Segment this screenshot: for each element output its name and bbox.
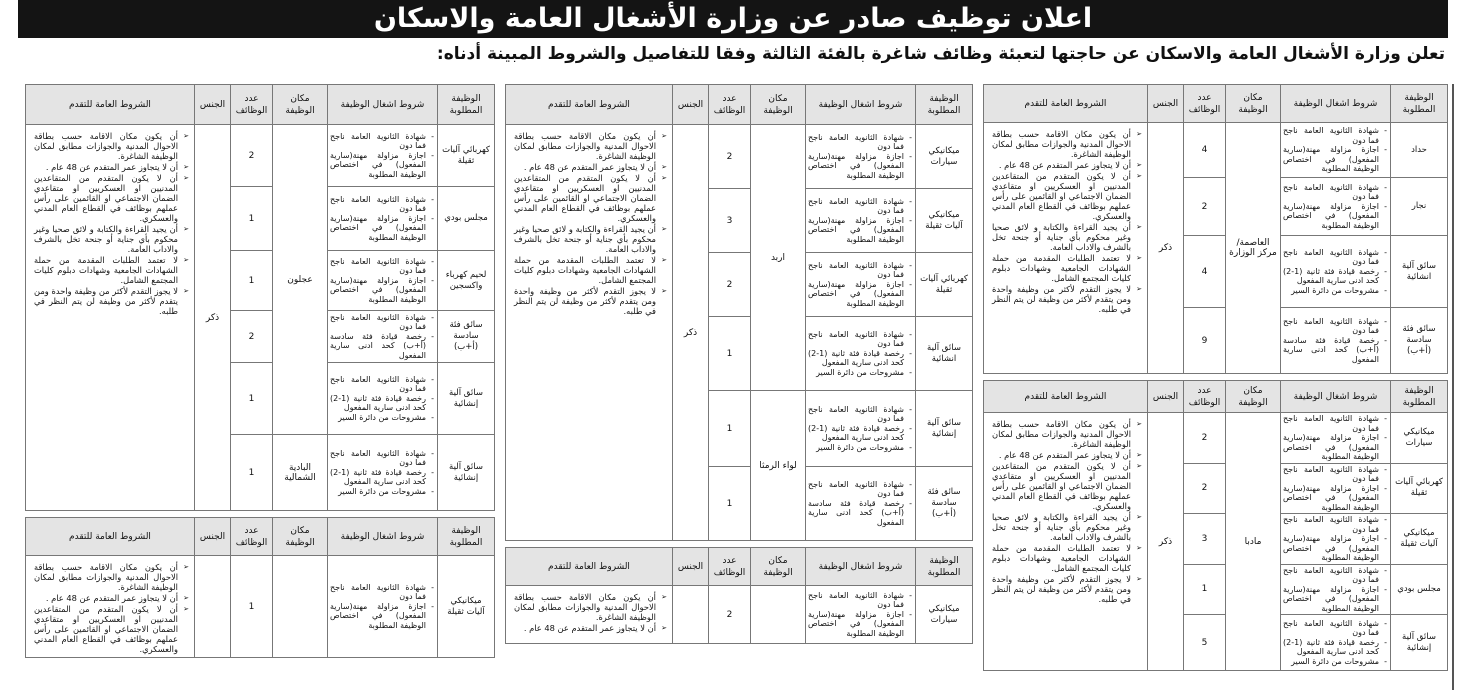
- condition-item: - اجازة مزاولة مهنة(سارية المفعول) في اختصاص الوظيفة المطلوبة: [330, 214, 426, 243]
- condition-item: - اجازة مزاولة مهنة(سارية المفعول) في اختصاص الوظيفة المطلوبة: [330, 602, 426, 631]
- condition-item: - مشروحات من دائرة السير: [330, 487, 426, 497]
- general-condition-item: ➢ لا يجوز التقدم لأكثر من وظيفة واحدة ومن يتقدم لأكثر من وظيفة لن يتم النظر في طلبه.: [992, 284, 1141, 314]
- condition-item: - اجازة مزاولة مهنة(سارية المفعول) في اختصاص الوظيفة المطلوبة: [1283, 145, 1379, 174]
- condition-item: - شهادة الثانوية العامة ناجح فما دون: [330, 195, 426, 214]
- job-conditions: [806, 317, 916, 391]
- job-title: كهربائي آليات ثقيلة: [1391, 463, 1448, 514]
- table-row: [984, 123, 1448, 178]
- header-place: مكان الوظيفة: [751, 548, 806, 586]
- vacancy-count: 1: [709, 391, 751, 467]
- condition-item: - شهادة الثانوية العامة ناجح فما دون: [330, 313, 426, 332]
- job-title: ميكانيكي آليات ثقيلة: [1391, 514, 1448, 565]
- general-condition-item: ➢ أن يجيد القراءة والكتابة و لائق صحيا وغير محكوم بأي جناية أو جنحة تخل بالشرف والاداب العامة.: [34, 224, 188, 254]
- table-row: [26, 556, 495, 658]
- condition-item: - اجازة مزاولة مهنة(سارية المفعول) في اختصاص الوظيفة المطلوبة: [808, 610, 904, 639]
- condition-item: - مشروحات من دائرة السير: [1283, 657, 1379, 667]
- condition-item: - شهادة الثانوية العامة ناجح فما دون: [330, 375, 426, 394]
- general-condition-item: ➢ لا يجوز التقدم لأكثر من وظيفة واحدة ومن يتقدم لأكثر من وظيفة لن يتم النظر في طلبه.: [34, 286, 188, 316]
- header-place: مكان الوظيفة: [273, 85, 328, 125]
- job-conditions: [806, 189, 916, 253]
- job-title: سائق آلية إنشائية: [438, 363, 495, 435]
- job-title: سائق آلية إنشائية: [916, 391, 973, 467]
- gender: ذكر: [1148, 123, 1184, 374]
- vacancy-count: 1: [709, 317, 751, 391]
- header-place: مكان الوظيفة: [751, 85, 806, 125]
- condition-item: - شهادة الثانوية العامة ناجح فما دون: [1283, 619, 1379, 638]
- general-condition-item: ➢ أن لا يكون المتقدم من المتقاعدين المدنيين او العسكريين او متقاعدي الضمان الاجتماعي او القائمين على رأس عملهم بوظائف في القطاع العام المدني والعسكري.: [34, 173, 188, 223]
- general-condition-item: ➢ أن يجيد القراءة والكتابة و لائق صحيا وغير محكوم بأي جناية أو جنحة تخل بالشرف والاداب العامة.: [992, 512, 1141, 542]
- general-condition-item: ➢ لا يجوز التقدم لأكثر من وظيفة واحدة ومن يتقدم لأكثر من وظيفة لن يتم النظر في طلبه.: [992, 574, 1141, 604]
- vacancy-count: 2: [1184, 178, 1226, 236]
- vacancy-count: 1: [231, 556, 273, 658]
- condition-item: - شهادة الثانوية العامة ناجح فما دون: [1283, 414, 1379, 433]
- condition-item: - شهادة الثانوية العامة ناجح فما دون: [808, 591, 904, 610]
- general-condition-item: ➢ لا تعتمد الطلبات المقدمة من حملة الشهادات الجامعية وشهادات دبلوم كليات المجتمع الشامل.: [992, 543, 1141, 573]
- job-title: كهربائي آليات ثقيلة: [916, 253, 973, 317]
- general-condition-item: ➢ لا تعتمد الطلبات المقدمة من حملة الشهادات الجامعية وشهادات دبلوم كليات المجتمع الشامل.: [514, 255, 666, 285]
- job-conditions: [806, 467, 916, 541]
- job-conditions: [1281, 413, 1391, 464]
- condition-item: - شهادة الثانوية العامة ناجح فما دون: [1283, 515, 1379, 534]
- header-conditions: شروط اشغال الوظيفة: [328, 518, 438, 556]
- header-job: الوظيفة المطلوبة: [1391, 381, 1448, 413]
- condition-item: - شهادة الثانوية العامة ناجح فما دون: [330, 449, 426, 468]
- job-conditions: [1281, 615, 1391, 671]
- general-condition-item: ➢ لا تعتمد الطلبات المقدمة من حملة الشهادات الجامعية وشهادات دبلوم كليات المجتمع الشامل.: [34, 255, 188, 285]
- table-row: [506, 586, 973, 644]
- job-conditions: [1281, 308, 1391, 374]
- condition-item: - مشروحات من دائرة السير: [808, 368, 904, 378]
- jobs-table: [983, 380, 1448, 671]
- header-count: عدد الوظائف: [231, 518, 273, 556]
- vacancy-count: 2: [231, 311, 273, 363]
- header-count: عدد الوظائف: [1184, 85, 1226, 123]
- condition-item: - اجازة مزاولة مهنة(سارية المفعول) في اختصاص الوظيفة المطلوبة: [808, 152, 904, 181]
- header-conditions: شروط اشغال الوظيفة: [328, 85, 438, 125]
- job-title: سائق فئة سادسة (أ+ب): [916, 467, 973, 541]
- job-conditions: [328, 251, 438, 311]
- divider: [1452, 84, 1454, 690]
- vacancy-count: 2: [1184, 413, 1226, 464]
- job-conditions: [806, 391, 916, 467]
- vacancy-count: 2: [709, 253, 751, 317]
- general-conditions: [506, 586, 673, 644]
- header-general: الشروط العامة للتقدم: [506, 548, 673, 586]
- job-title: سائق فئة سادسة (أ+ب): [1391, 308, 1448, 374]
- condition-item: - رخصة قيادة فئة سادسة (أ+ب) كحد ادنى سارية المفعول: [1283, 336, 1379, 365]
- header-gender: الجنس: [673, 85, 709, 125]
- job-conditions: [328, 363, 438, 435]
- condition-item: - شهادة الثانوية العامة ناجح فما دون: [808, 133, 904, 152]
- condition-item: - مشروحات من دائرة السير: [808, 443, 904, 453]
- condition-item: - شهادة الثانوية العامة ناجح فما دون: [808, 197, 904, 216]
- condition-item: - اجازة مزاولة مهنة(سارية المفعول) في اختصاص الوظيفة المطلوبة: [330, 276, 426, 305]
- vacancy-count: 4: [1184, 236, 1226, 308]
- job-conditions: [1281, 178, 1391, 236]
- header-general: الشروط العامة للتقدم: [26, 85, 195, 125]
- condition-item: - شهادة الثانوية العامة ناجح فما دون: [1283, 566, 1379, 585]
- job-title: سائق آلية انشائية: [1391, 236, 1448, 308]
- general-condition-item: ➢ أن لا يتجاوز عمر المتقدم عن 48 عام .: [34, 162, 188, 172]
- header-conditions: شروط اشغال الوظيفة: [1281, 85, 1391, 123]
- job-title: كهربائي آليات ثقيلة: [438, 125, 495, 187]
- general-condition-item: ➢ أن يكون مكان الاقامة حسب بطاقة الاحوال المدنية والجوازات مطابق لمكان الوظيفة الشاغرة.: [992, 129, 1141, 159]
- job-title: ميكانيكي سيارات: [916, 586, 973, 644]
- condition-item: - شهادة الثانوية العامة ناجح فما دون: [1283, 183, 1379, 202]
- general-condition-item: ➢ أن يكون مكان الاقامة حسب بطاقة الاحوال المدنية والجوازات مطابق لمكان الوظيفة الشاغرة.: [992, 419, 1141, 449]
- table-header-row: [26, 518, 495, 556]
- job-conditions: [1281, 463, 1391, 514]
- condition-item: - مشروحات من دائرة السير: [330, 413, 426, 423]
- job-title: مجلس بودي: [438, 187, 495, 251]
- job-conditions: [806, 586, 916, 644]
- job-title: حداد: [1391, 123, 1448, 178]
- header-job: الوظيفة المطلوبة: [916, 85, 973, 125]
- header-count: عدد الوظائف: [1184, 381, 1226, 413]
- general-condition-item: ➢ أن يكون مكان الاقامة حسب بطاقة الاحوال المدنية والجوازات مطابق لمكان الوظيفة الشاغرة.: [34, 131, 188, 161]
- table-row: [26, 125, 495, 187]
- header-place: مكان الوظيفة: [273, 518, 328, 556]
- condition-item: - شهادة الثانوية العامة ناجح فما دون: [808, 261, 904, 280]
- job-title: سائق فئة سادسة (أ+ب): [438, 311, 495, 363]
- header-count: عدد الوظائف: [709, 85, 751, 125]
- condition-item: - اجازة مزاولة مهنة(سارية المفعول) في اختصاص الوظيفة المطلوبة: [1283, 534, 1379, 563]
- condition-item: - اجازة مزاولة مهنة(سارية المفعول) في اختصاص الوظيفة المطلوبة: [1283, 585, 1379, 614]
- condition-item: - اجازة مزاولة مهنة(سارية المفعول) في اختصاص الوظيفة المطلوبة: [808, 216, 904, 245]
- announcement-title: اعلان توظيف صادر عن وزارة الأشغال العامة والاسكان: [18, 0, 1448, 38]
- general-condition-item: ➢ لا يجوز التقدم لأكثر من وظيفة واحدة ومن يتقدم لأكثر من وظيفة لن يتم النظر في طلبه.: [514, 286, 666, 316]
- general-condition-item: ➢ أن يجيد القراءة والكتابة و لائق صحيا وغير محكوم بأي جناية أو جنحة تخل بالشرف والاداب العامة.: [992, 222, 1141, 252]
- job-title: نجار: [1391, 178, 1448, 236]
- vacancy-count: 3: [1184, 514, 1226, 565]
- condition-item: - شهادة الثانوية العامة ناجح فما دون: [330, 583, 426, 602]
- condition-item: - اجازة مزاولة مهنة(سارية المفعول) في اختصاص الوظيفة المطلوبة: [1283, 484, 1379, 513]
- table-row: [506, 125, 973, 189]
- condition-item: - اجازة مزاولة مهنة(سارية المفعول) في اختصاص الوظيفة المطلوبة: [330, 151, 426, 180]
- condition-item: - اجازة مزاولة مهنة(سارية المفعول) في اختصاص الوظيفة المطلوبة: [1283, 202, 1379, 231]
- vacancy-count: 1: [1184, 564, 1226, 615]
- condition-item: - شهادة الثانوية العامة ناجح فما دون: [330, 257, 426, 276]
- jobs-table: [25, 517, 495, 658]
- header-job: الوظيفة المطلوبة: [438, 518, 495, 556]
- job-title: لحيم كهرباء واكسجين: [438, 251, 495, 311]
- job-place: عجلون: [273, 125, 328, 435]
- job-title: ميكانيكي سيارات: [1391, 413, 1448, 464]
- general-condition-item: ➢ أن لا يكون المتقدم من المتقاعدين المدنيين او العسكريين او متقاعدي الضمان الاجتماعي او القائمين على رأس عملهم بوظائف في القطاع العام المدني والعسكري.: [992, 171, 1141, 221]
- job-title: ميكانيكي آليات ثقيلة: [916, 189, 973, 253]
- job-conditions: [328, 435, 438, 511]
- general-condition-item: ➢ أن لا يتجاوز عمر المتقدم عن 48 عام .: [34, 593, 188, 603]
- job-place: العاصمة/مركز الوزارة: [1226, 123, 1281, 374]
- condition-item: - شهادة الثانوية العامة ناجح فما دون: [330, 132, 426, 151]
- condition-item: - رخصة قيادة فئة ثانية (1-2) كحد ادنى سارية المفعول: [330, 468, 426, 487]
- column-middle: [505, 84, 973, 650]
- condition-item: - اجازة مزاولة مهنة(سارية المفعول) في اختصاص الوظيفة المطلوبة: [808, 280, 904, 309]
- vacancy-count: 1: [231, 187, 273, 251]
- gender: [673, 586, 709, 644]
- vacancy-count: 2: [709, 586, 751, 644]
- header-conditions: شروط اشغال الوظيفة: [806, 85, 916, 125]
- table-header-row: [506, 85, 973, 125]
- job-title: سائق آلية انشائية: [916, 317, 973, 391]
- job-conditions: [1281, 564, 1391, 615]
- general-condition-item: ➢ أن لا يكون المتقدم من المتقاعدين المدنيين او العسكريين او متقاعدي الضمان الاجتماعي او القائمين على رأس عملهم بوظائف في القطاع العام المدني والعسكري.: [514, 173, 666, 223]
- gender: ذكر: [195, 125, 231, 511]
- gender: ذكر: [673, 125, 709, 541]
- header-gender: الجنس: [673, 548, 709, 586]
- job-conditions: [328, 125, 438, 187]
- job-conditions: [328, 187, 438, 251]
- job-title: ميكانيكي سيارات: [916, 125, 973, 189]
- general-condition-item: ➢ أن لا يكون المتقدم من المتقاعدين المدنيين او العسكريين او متقاعدي الضمان الاجتماعي او القائمين على رأس عملهم بوظائف في القطاع العام المدني والعسكري.: [992, 461, 1141, 511]
- condition-item: - اجازة مزاولة مهنة(سارية المفعول) في اختصاص الوظيفة المطلوبة: [1283, 433, 1379, 462]
- general-condition-item: ➢ أن يكون مكان الاقامة حسب بطاقة الاحوال المدنية والجوازات مطابق لمكان الوظيفة الشاغرة.: [514, 592, 666, 622]
- general-conditions: [984, 123, 1148, 374]
- jobs-table: [505, 84, 973, 541]
- general-conditions: [984, 413, 1148, 671]
- column-left: [25, 84, 495, 664]
- header-conditions: شروط اشغال الوظيفة: [1281, 381, 1391, 413]
- vacancy-count: 2: [231, 125, 273, 187]
- header-gender: الجنس: [1148, 85, 1184, 123]
- header-gender: الجنس: [1148, 381, 1184, 413]
- job-title: سائق آلية إنشائية: [438, 435, 495, 511]
- general-conditions: [506, 125, 673, 541]
- job-place: [273, 556, 328, 658]
- condition-item: - رخصة قيادة فئة سادسة (أ+ب) كحد ادنى سارية المفعول: [808, 499, 904, 528]
- table-header-row: [984, 381, 1448, 413]
- jobs-table: [25, 84, 495, 511]
- job-conditions: [1281, 236, 1391, 308]
- jobs-table: [505, 547, 973, 644]
- header-job: الوظيفة المطلوبة: [1391, 85, 1448, 123]
- header-gender: الجنس: [195, 85, 231, 125]
- job-place: البادية الشمالية: [273, 435, 328, 511]
- header-count: عدد الوظائف: [709, 548, 751, 586]
- header-job: الوظيفة المطلوبة: [438, 85, 495, 125]
- header-count: عدد الوظائف: [231, 85, 273, 125]
- condition-item: - شهادة الثانوية العامة ناجح فما دون: [808, 480, 904, 499]
- header-general: الشروط العامة للتقدم: [506, 85, 673, 125]
- header-place: مكان الوظيفة: [1226, 85, 1281, 123]
- general-condition-item: ➢ لا تعتمد الطلبات المقدمة من حملة الشهادات الجامعية وشهادات دبلوم كليات المجتمع الشامل.: [992, 253, 1141, 283]
- condition-item: - رخصة قيادة فئة ثانية (1-2) كحد ادنى سارية المفعول: [808, 349, 904, 368]
- general-condition-item: ➢ أن يجيد القراءة والكتابة و لائق صحيا وغير محكوم بأي جناية أو جنحة تخل بالشرف والاداب العامة.: [514, 224, 666, 254]
- header-general: الشروط العامة للتقدم: [26, 518, 195, 556]
- vacancy-count: 5: [1184, 615, 1226, 671]
- header-conditions: شروط اشغال الوظيفة: [806, 548, 916, 586]
- condition-item: - شهادة الثانوية العامة ناجح فما دون: [1283, 465, 1379, 484]
- condition-item: - شهادة الثانوية العامة ناجح فما دون: [1283, 248, 1379, 267]
- header-gender: الجنس: [195, 518, 231, 556]
- general-condition-item: ➢ أن لا يكون المتقدم من المتقاعدين المدنيين او العسكريين او متقاعدي الضمان الاجتماعي او القائمين على رأس عملهم بوظائف في القطاع العام المدني والعسكري.: [34, 604, 188, 654]
- condition-item: - شهادة الثانوية العامة ناجح فما دون: [808, 405, 904, 424]
- vacancy-count: 1: [231, 435, 273, 511]
- general-condition-item: ➢ أن لا يتجاوز عمر المتقدم عن 48 عام .: [514, 623, 666, 633]
- general-conditions: [26, 125, 195, 511]
- general-condition-item: ➢ أن يكون مكان الاقامة حسب بطاقة الاحوال المدنية والجوازات مطابق لمكان الوظيفة الشاغرة.: [514, 131, 666, 161]
- vacancy-count: 2: [1184, 463, 1226, 514]
- vacancy-count: 2: [709, 125, 751, 189]
- announcement-intro: تعلن وزارة الأشغال العامة والاسكان عن حاجتها لتعبئة وظائف شاغرة بالفئة الثالثة وفقا للتفاصيل والشروط المبينة أدناه:: [436, 44, 1445, 64]
- header-job: الوظيفة المطلوبة: [916, 548, 973, 586]
- condition-item: - رخصة قيادة فئة ثانية (1-2) كحد ادنى سارية المفعول: [330, 394, 426, 413]
- job-place: اربد: [751, 125, 806, 391]
- job-conditions: [1281, 123, 1391, 178]
- gender: [195, 556, 231, 658]
- condition-item: - رخصة قيادة فئة ثانية (1-2) كحد ادنى سارية المفعول: [808, 424, 904, 443]
- column-right: [983, 84, 1448, 677]
- condition-item: - شهادة الثانوية العامة ناجح فما دون: [808, 330, 904, 349]
- gender: ذكر: [1148, 413, 1184, 671]
- general-condition-item: ➢ أن لا يتجاوز عمر المتقدم عن 48 عام .: [992, 160, 1141, 170]
- job-place: [751, 586, 806, 644]
- table-header-row: [26, 85, 495, 125]
- vacancy-count: 1: [231, 251, 273, 311]
- job-conditions: [328, 556, 438, 658]
- vacancy-count: 4: [1184, 123, 1226, 178]
- job-conditions: [1281, 514, 1391, 565]
- job-conditions: [806, 125, 916, 189]
- table-row: [984, 413, 1448, 464]
- job-conditions: [328, 311, 438, 363]
- table-header-row: [506, 548, 973, 586]
- condition-item: - رخصة قيادة فئة سادسة (أ+ب) كحد ادنى سارية المفعول: [330, 332, 426, 361]
- header-general: الشروط العامة للتقدم: [984, 85, 1148, 123]
- header-general: الشروط العامة للتقدم: [984, 381, 1148, 413]
- condition-item: - مشروحات من دائرة السير: [1283, 286, 1379, 296]
- general-condition-item: ➢ أن يكون مكان الاقامة حسب بطاقة الاحوال المدنية والجوازات مطابق لمكان الوظيفة الشاغرة.: [34, 562, 188, 592]
- vacancy-count: 9: [1184, 308, 1226, 374]
- condition-item: - شهادة الثانوية العامة ناجح فما دون: [1283, 317, 1379, 336]
- condition-item: - رخصة قيادة فئة ثانية (1-2) كحد ادنى سارية المفعول: [1283, 638, 1379, 657]
- condition-item: - شهادة الثانوية العامة ناجح فما دون: [1283, 126, 1379, 145]
- jobs-table: [983, 84, 1448, 374]
- vacancy-count: 1: [709, 467, 751, 541]
- condition-item: - رخصة قيادة فئة ثانية (1-2) كحد ادنى سارية المفعول: [1283, 267, 1379, 286]
- job-place: مادبا: [1226, 413, 1281, 671]
- job-conditions: [806, 253, 916, 317]
- general-conditions: [26, 556, 195, 658]
- job-title: مجلس بودي: [1391, 564, 1448, 615]
- header-place: مكان الوظيفة: [1226, 381, 1281, 413]
- vacancy-count: 3: [709, 189, 751, 253]
- table-header-row: [984, 85, 1448, 123]
- job-title: ميكانيكي آليات ثقيلة: [438, 556, 495, 658]
- job-place: لواء الرمثا: [751, 391, 806, 541]
- general-condition-item: ➢ أن لا يتجاوز عمر المتقدم عن 48 عام .: [992, 450, 1141, 460]
- job-title: سائق آلية إنشائية: [1391, 615, 1448, 671]
- vacancy-count: 1: [231, 363, 273, 435]
- general-condition-item: ➢ أن لا يتجاوز عمر المتقدم عن 48 عام .: [514, 162, 666, 172]
